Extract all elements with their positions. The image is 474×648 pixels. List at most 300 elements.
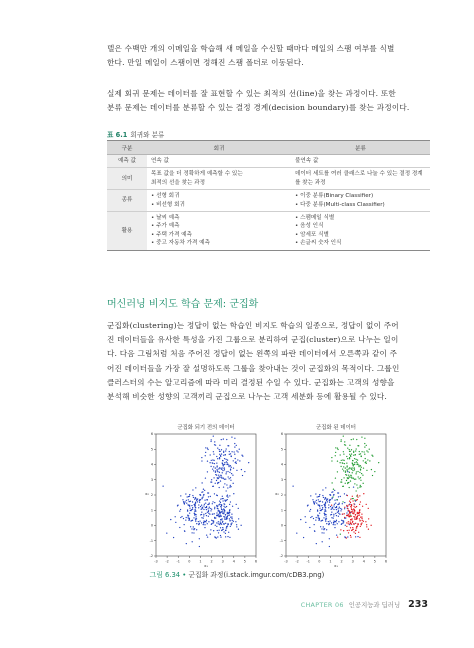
data-point xyxy=(347,470,348,471)
cell-list-item: • 스팸메일 식별 xyxy=(295,214,426,222)
data-point xyxy=(223,467,224,468)
data-point xyxy=(343,460,344,461)
data-point xyxy=(347,447,348,448)
x-tick-label: 6 xyxy=(254,559,258,564)
data-point xyxy=(333,517,334,518)
data-point xyxy=(230,486,231,487)
data-point xyxy=(358,513,359,514)
data-point xyxy=(351,507,352,508)
data-point xyxy=(210,454,211,455)
data-point xyxy=(352,470,353,471)
data-point xyxy=(236,470,237,471)
data-point xyxy=(335,477,336,478)
data-point xyxy=(229,454,230,455)
data-point xyxy=(189,507,190,508)
data-point xyxy=(226,506,227,507)
data-point xyxy=(199,520,200,521)
data-point xyxy=(345,474,346,475)
data-point xyxy=(348,477,349,478)
data-point xyxy=(341,509,342,510)
data-point xyxy=(359,504,360,505)
data-point xyxy=(350,527,351,528)
data-point xyxy=(210,441,211,442)
row-label: 활용 xyxy=(107,212,147,251)
data-point xyxy=(337,448,338,449)
x-tick-label: 1 xyxy=(199,559,202,564)
data-point xyxy=(331,482,332,483)
data-point xyxy=(338,496,339,497)
table-header-row xyxy=(107,141,430,155)
data-point xyxy=(214,441,215,442)
data-point xyxy=(204,504,205,505)
data-point xyxy=(207,536,208,537)
data-point xyxy=(224,464,225,465)
data-point xyxy=(339,502,340,503)
data-point xyxy=(354,479,355,480)
data-point xyxy=(305,516,306,517)
data-point xyxy=(324,506,325,507)
data-point xyxy=(337,523,338,524)
data-point xyxy=(226,527,227,528)
data-point xyxy=(348,504,349,505)
data-point xyxy=(225,473,226,474)
data-point xyxy=(213,470,214,471)
data-point xyxy=(349,476,350,477)
data-point xyxy=(238,518,239,519)
y-tick-label: 3 xyxy=(150,477,153,482)
data-point xyxy=(216,462,217,463)
data-point xyxy=(345,467,346,468)
data-point xyxy=(357,524,358,525)
data-point xyxy=(218,532,219,533)
data-point xyxy=(346,522,347,523)
data-point xyxy=(219,472,220,473)
data-point xyxy=(333,505,334,506)
data-point xyxy=(228,466,229,467)
data-point xyxy=(208,516,209,517)
data-point xyxy=(221,519,222,520)
data-point xyxy=(349,454,350,455)
data-point xyxy=(220,456,221,457)
data-point xyxy=(226,484,227,485)
data-point xyxy=(349,500,350,501)
data-point xyxy=(314,524,315,525)
x-tick-label: -1 xyxy=(176,559,180,564)
data-point xyxy=(203,494,204,495)
data-point xyxy=(210,496,211,497)
classification-cell xyxy=(291,190,430,212)
data-point xyxy=(330,506,331,507)
data-point xyxy=(356,517,357,518)
data-point xyxy=(349,516,350,517)
data-point xyxy=(204,499,205,500)
data-point xyxy=(224,511,225,512)
data-point xyxy=(214,493,215,494)
x-tick-label: 6 xyxy=(384,559,388,564)
data-point xyxy=(194,528,195,529)
data-point xyxy=(162,485,163,486)
data-point xyxy=(228,532,229,533)
data-point xyxy=(220,535,221,536)
data-point xyxy=(227,499,228,500)
data-point xyxy=(310,517,311,518)
data-point xyxy=(349,524,350,525)
data-point xyxy=(224,462,225,463)
data-point xyxy=(326,523,327,524)
data-point xyxy=(210,534,211,535)
data-point xyxy=(219,487,220,488)
data-point xyxy=(200,494,201,495)
y-tick-label: 1 xyxy=(280,508,283,513)
clustering-charts xyxy=(140,420,400,568)
data-point xyxy=(222,470,223,471)
regression-classification-table xyxy=(107,140,430,251)
data-point xyxy=(346,469,347,470)
data-point xyxy=(206,515,207,516)
data-point xyxy=(223,529,224,530)
data-point xyxy=(346,466,347,467)
data-point xyxy=(353,451,354,452)
cell-text-line: 최적의 선을 찾는 과정 xyxy=(151,179,205,186)
data-point xyxy=(202,497,203,498)
data-point xyxy=(196,514,197,515)
data-point xyxy=(238,508,239,509)
data-point xyxy=(352,513,353,514)
text-line: 군집화(clustering)는 정답이 없는 학습인 비지도 학습의 일종으로, 정답이 없이 주어 xyxy=(107,321,399,330)
data-point xyxy=(352,498,353,499)
data-point xyxy=(213,466,214,467)
data-point xyxy=(329,538,330,539)
y-tick-label: 5 xyxy=(150,447,153,452)
data-point xyxy=(351,449,352,450)
text-line: 다. 다음 그림처럼 처음 주어진 정답이 없는 왼쪽의 파란 데이터에서 오른쪽과 같이 주 xyxy=(107,349,398,359)
data-point xyxy=(220,519,221,520)
data-point xyxy=(348,523,349,524)
data-point xyxy=(231,451,232,452)
data-point xyxy=(193,526,194,527)
data-point xyxy=(361,473,362,474)
data-point xyxy=(223,531,224,532)
data-point xyxy=(346,512,347,513)
data-point xyxy=(215,470,216,471)
data-point xyxy=(225,523,226,524)
data-point xyxy=(181,516,182,517)
intro-paragraph xyxy=(107,42,429,70)
data-point xyxy=(337,536,338,537)
data-point xyxy=(344,502,345,503)
table-row xyxy=(107,155,430,168)
data-point xyxy=(224,518,225,519)
data-point xyxy=(184,501,185,502)
data-point xyxy=(183,518,184,519)
data-point xyxy=(207,449,208,450)
data-point xyxy=(347,530,348,531)
data-point xyxy=(196,529,197,530)
data-point xyxy=(220,537,221,538)
data-point xyxy=(348,514,349,515)
data-point xyxy=(219,467,220,468)
data-point xyxy=(179,527,180,528)
data-point xyxy=(226,471,227,472)
data-point xyxy=(217,495,218,496)
data-point xyxy=(360,526,361,527)
clustering-figure xyxy=(140,420,400,568)
data-point xyxy=(357,487,358,488)
data-point xyxy=(351,516,352,517)
data-point xyxy=(366,450,367,451)
data-point xyxy=(192,507,193,508)
data-point xyxy=(189,513,190,514)
data-point xyxy=(342,468,343,469)
data-point xyxy=(222,462,223,463)
data-point xyxy=(193,497,194,498)
data-point xyxy=(364,443,365,444)
data-point xyxy=(342,486,343,487)
data-point xyxy=(371,455,372,456)
data-point xyxy=(365,458,366,459)
data-point xyxy=(220,527,221,528)
data-point xyxy=(205,503,206,504)
data-point xyxy=(220,475,221,476)
data-point xyxy=(222,500,223,501)
scatter-points xyxy=(162,436,249,548)
data-point xyxy=(350,502,351,503)
data-point xyxy=(199,502,200,503)
data-point xyxy=(319,507,320,508)
data-point xyxy=(229,504,230,505)
data-point xyxy=(350,535,351,536)
data-point xyxy=(316,517,317,518)
data-point xyxy=(233,467,234,468)
data-point xyxy=(230,523,231,524)
data-point xyxy=(360,469,361,470)
data-point xyxy=(317,510,318,511)
data-point xyxy=(236,526,237,527)
data-point xyxy=(192,495,193,496)
data-point xyxy=(203,489,204,490)
data-point xyxy=(356,527,357,528)
data-point xyxy=(180,495,181,496)
data-point xyxy=(353,487,354,488)
data-point xyxy=(236,445,237,446)
data-point xyxy=(229,510,230,511)
data-point xyxy=(177,505,178,506)
data-point xyxy=(331,460,332,461)
data-point xyxy=(359,495,360,496)
x-tick-label: 0 xyxy=(318,559,321,564)
data-point xyxy=(184,524,185,525)
data-point xyxy=(353,531,354,532)
y-tick-label: 2 xyxy=(280,493,283,498)
data-point xyxy=(234,443,235,444)
data-point xyxy=(350,475,351,476)
data-point xyxy=(344,513,345,514)
data-point xyxy=(341,460,342,461)
data-point xyxy=(336,499,337,500)
data-point xyxy=(213,477,214,478)
data-point xyxy=(363,483,364,484)
data-point xyxy=(205,452,206,453)
data-point xyxy=(226,439,227,440)
data-point xyxy=(363,521,364,522)
x-tick-label: 2 xyxy=(210,559,213,564)
data-point xyxy=(348,530,349,531)
data-point xyxy=(230,480,231,481)
data-point xyxy=(319,501,320,502)
cell-text-line: 불연속 값 xyxy=(295,158,319,164)
data-point xyxy=(315,493,316,494)
data-point xyxy=(348,521,349,522)
data-point xyxy=(191,520,192,521)
data-point xyxy=(205,521,206,522)
table-header-cell: 구분 xyxy=(107,141,147,155)
data-point xyxy=(340,510,341,511)
footer-title: 인공지능과 딥러닝 xyxy=(348,601,401,609)
data-point xyxy=(211,524,212,525)
data-point xyxy=(207,492,208,493)
data-point xyxy=(360,523,361,524)
data-point xyxy=(237,451,238,452)
data-point xyxy=(228,445,229,446)
data-point xyxy=(216,480,217,481)
data-point xyxy=(230,477,231,478)
data-point xyxy=(356,484,357,485)
data-point xyxy=(357,459,358,460)
regression-cell xyxy=(147,212,291,251)
data-point xyxy=(221,504,222,505)
data-point xyxy=(332,491,333,492)
footer-chapter: CHAPTER 06 xyxy=(300,601,344,609)
data-point xyxy=(362,520,363,521)
data-point xyxy=(350,499,351,500)
data-point xyxy=(321,520,322,521)
data-point xyxy=(347,458,348,459)
data-point xyxy=(228,465,229,466)
data-point xyxy=(192,509,193,510)
data-point xyxy=(331,511,332,512)
data-point xyxy=(199,500,200,501)
y-axis-label: x₂ xyxy=(275,491,279,496)
data-point xyxy=(220,521,221,522)
data-point xyxy=(220,523,221,524)
data-point xyxy=(352,462,353,463)
data-point xyxy=(349,467,350,468)
data-point xyxy=(224,479,225,480)
data-point xyxy=(219,524,220,525)
data-point xyxy=(362,475,363,476)
data-point xyxy=(349,472,350,473)
data-point xyxy=(328,524,329,525)
text-line: 분석해 비슷한 성향의 고객끼리 군집으로 나누는 고객 세분화 등에 활용될 수 있다. xyxy=(107,392,388,402)
data-point xyxy=(323,517,324,518)
data-point xyxy=(331,508,332,509)
data-point xyxy=(230,517,231,518)
data-point xyxy=(211,439,212,440)
data-point xyxy=(361,456,362,457)
data-point xyxy=(228,513,229,514)
data-point xyxy=(218,477,219,478)
data-point xyxy=(201,508,202,509)
data-point xyxy=(355,459,356,460)
data-point xyxy=(326,514,327,515)
data-point xyxy=(323,526,324,527)
data-point xyxy=(222,509,223,510)
data-point xyxy=(349,487,350,488)
data-point xyxy=(226,448,227,449)
y-tick-label: -1 xyxy=(149,538,153,543)
y-tick-label: -1 xyxy=(279,538,283,543)
data-point xyxy=(240,525,241,526)
data-point xyxy=(361,516,362,517)
data-point xyxy=(183,501,184,502)
data-point xyxy=(224,509,225,510)
data-point xyxy=(198,524,199,525)
y-tick-label: 1 xyxy=(150,508,153,513)
data-point xyxy=(229,518,230,519)
data-point xyxy=(364,446,365,447)
data-point xyxy=(222,521,223,522)
data-point xyxy=(203,505,204,506)
data-point xyxy=(371,469,372,470)
data-point xyxy=(219,445,220,446)
data-point xyxy=(352,509,353,510)
data-point xyxy=(346,505,347,506)
data-point xyxy=(208,521,209,522)
data-point xyxy=(358,466,359,467)
data-point xyxy=(334,504,335,505)
data-point xyxy=(370,525,371,526)
data-point xyxy=(354,483,355,484)
data-point xyxy=(229,537,230,538)
data-point xyxy=(326,529,327,530)
data-point xyxy=(369,460,370,461)
data-point xyxy=(232,475,233,476)
data-point xyxy=(205,513,206,514)
data-point xyxy=(201,522,202,523)
data-point xyxy=(343,451,344,452)
y-tick-label: 4 xyxy=(280,462,283,467)
data-point xyxy=(216,469,217,470)
data-point xyxy=(201,514,202,515)
data-point xyxy=(207,504,208,505)
body-paragraph xyxy=(107,319,429,404)
data-point xyxy=(331,514,332,515)
data-point xyxy=(333,522,334,523)
data-point xyxy=(325,503,326,504)
data-point xyxy=(347,515,348,516)
data-point xyxy=(203,522,204,523)
data-point xyxy=(219,476,220,477)
data-point xyxy=(205,447,206,448)
data-point xyxy=(358,476,359,477)
data-point xyxy=(194,509,195,510)
data-point xyxy=(368,518,369,519)
data-point xyxy=(187,496,188,497)
data-point xyxy=(349,457,350,458)
data-point xyxy=(224,516,225,517)
data-point xyxy=(192,501,193,502)
data-point xyxy=(175,516,176,517)
data-point xyxy=(361,467,362,468)
cell-list-item: • 날씨 예측 xyxy=(151,214,287,222)
data-point xyxy=(316,502,317,503)
data-point xyxy=(332,496,333,497)
data-point xyxy=(207,512,208,513)
data-point xyxy=(350,537,351,538)
data-point xyxy=(217,515,218,516)
data-point xyxy=(348,482,349,483)
data-point xyxy=(341,520,342,521)
